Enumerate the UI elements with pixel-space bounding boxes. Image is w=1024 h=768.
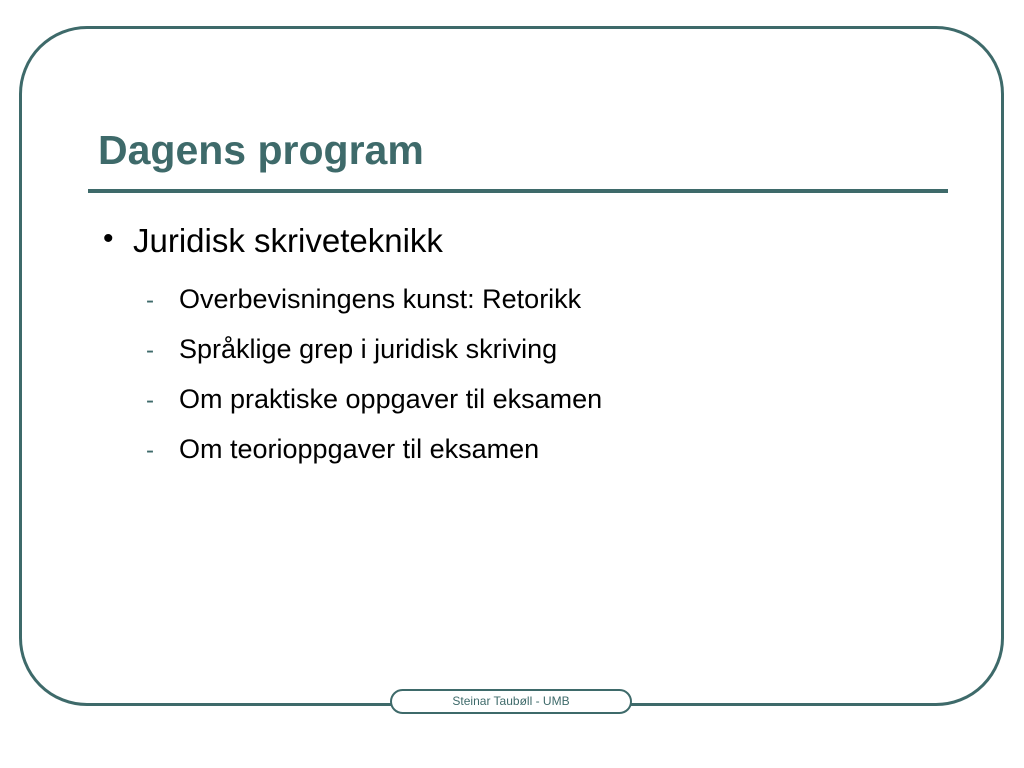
sub-bullet-text: Om teorioppgaver til eksamen (179, 434, 540, 464)
sub-bullet-text: Overbevisningens kunst: Retorikk (179, 284, 582, 314)
sub-bullet-text: Om praktiske oppgaver til eksamen (179, 384, 603, 414)
slide-title: Dagens program (98, 127, 424, 173)
main-bullet-text: Juridisk skriveteknikk (133, 222, 443, 259)
sub-bullet-item (146, 279, 602, 329)
dash-icon: - (146, 287, 154, 314)
sub-bullet-list (146, 279, 602, 479)
bullet-dot-icon: • (103, 222, 114, 255)
dash-icon: - (146, 387, 154, 414)
sub-bullet-text: Språklige grep i juridisk skriving (179, 334, 558, 364)
sub-bullet-item (146, 429, 602, 479)
dash-icon: - (146, 437, 154, 464)
sub-bullet-item (146, 379, 602, 429)
main-bullet (103, 221, 443, 261)
footer-label: Steinar Taubøll - UMB (390, 689, 632, 714)
sub-bullet-item (146, 329, 602, 379)
title-underline (88, 189, 948, 193)
dash-icon: - (146, 337, 154, 364)
